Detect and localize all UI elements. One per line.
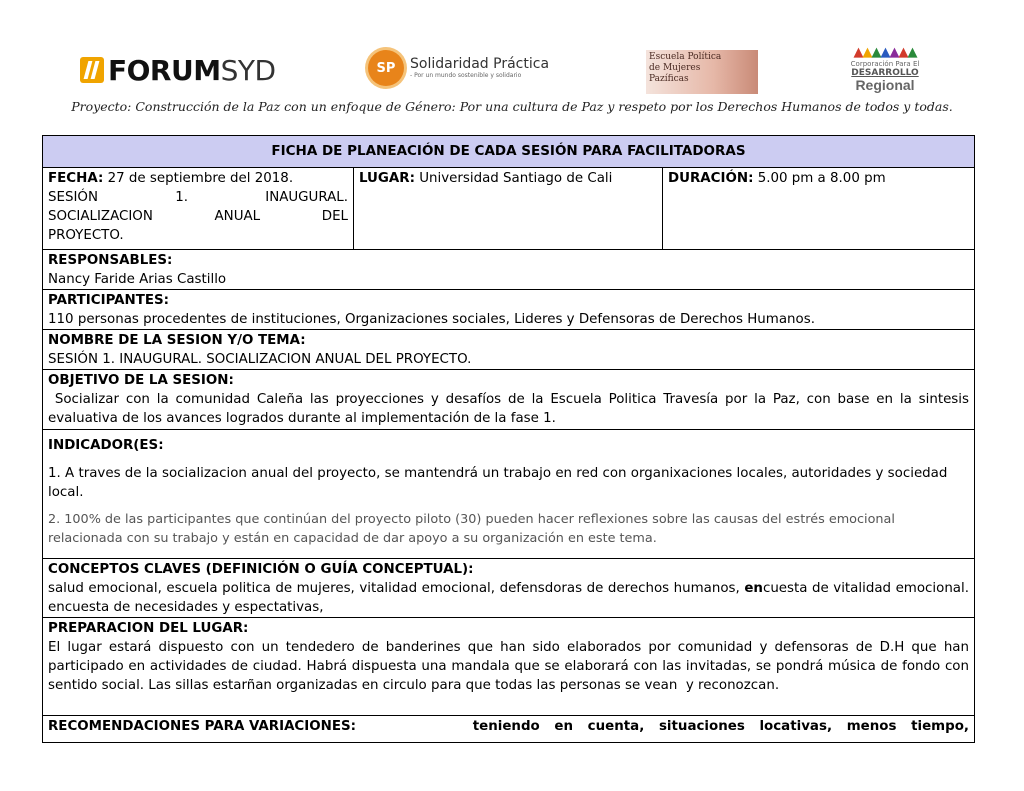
cdr-line-1: Corporación Para El [850, 60, 920, 68]
lugar-label: LUGAR: [359, 171, 415, 186]
lugar-cell [354, 168, 663, 249]
socializacion-word-3: DEL [321, 209, 348, 224]
cdr-line-2: DESARROLLO [851, 68, 919, 78]
recomendaciones-value: teniendo en cuenta, situaciones locativas, menos tiempo, [472, 719, 969, 734]
escuela-line-1: Escuela Política [649, 52, 722, 62]
nombre-sesion-row [43, 330, 974, 370]
objetivo-value: Socializar con la comunidad Caleña las proyecciones y desafíos de la Escuela Politica Travesía por la Paz, con base en la sintesis evaluativa de los avances logrados durante al implementación de la fase 1. [48, 392, 974, 426]
people-figures-icon: ▲▲▲▲▲▲▲ [853, 45, 917, 60]
conceptos-text-a: salud emocional, escuela politica de mujeres, vitalidad emocional, defensdoras de derechos humanos, [48, 581, 745, 596]
duracion-value: 5.00 pm a 8.00 pm [757, 171, 886, 186]
duracion-cell [663, 168, 974, 249]
indicador-1: 1. A traves de la socializacion anual del proyecto, se mantendrá un trabajo en red con organixaciones locales, autoridades y sociedad local. [48, 466, 948, 500]
preparacion-label: PREPARACION DEL LUGAR: [48, 621, 249, 636]
conceptos-value [48, 579, 969, 617]
socializacion-word-1: SOCIALIZACION [48, 209, 153, 224]
cdr-line-3: Regional [855, 77, 915, 93]
conceptos-row [43, 559, 974, 618]
forumsyd-text-light: SYD [220, 53, 276, 87]
recomendaciones-label: RECOMENDACIONES PARA VARIACIONES: [48, 719, 356, 734]
planning-sheet-table [42, 135, 975, 743]
socializacion-word-2: ANUAL [214, 209, 261, 224]
escuela-politica-logo [646, 50, 758, 94]
responsables-value: Nancy Faride Arias Castillo [48, 272, 227, 287]
sp-name: Solidaridad Práctica [410, 56, 550, 72]
nombre-sesion-label: NOMBRE DE LA SESION Y/O TEMA: [48, 333, 306, 348]
duracion-label: DURACIÓN: [668, 171, 754, 186]
participantes-value: 110 personas procedentes de instituciones, Organizaciones sociales, Lideres y Defensoras de Derechos Humanos. [48, 312, 815, 327]
solidaridad-practica-logo [368, 50, 549, 86]
lugar-value: Universidad Santiago de Cali [419, 171, 613, 186]
project-subtitle: Proyecto: Construcción de la Paz con un enfoque de Género: Por una cultura de Paz y respeto por los Derechos Humanos de todos y todas. [71, 99, 953, 114]
forumsyd-logo [80, 52, 276, 88]
objetivo-label: OBJETIVO DE LA SESION: [48, 373, 234, 388]
corporacion-desarrollo-regional-logo [830, 46, 940, 96]
indicadores-row [43, 430, 974, 559]
forumsyd-text-bold: FORUM [108, 53, 221, 87]
preparacion-row [43, 618, 974, 716]
conceptos-label: CONCEPTOS CLAVES (DEFINICIÓN O GUÍA CONCEPTUAL): [48, 562, 474, 577]
sesion-word-1: SESIÓN [48, 190, 98, 205]
proyecto-word: PROYECTO. [48, 228, 124, 243]
forumsyd-mark-icon [80, 57, 104, 83]
escuela-line-3: Pazíficas [649, 74, 689, 84]
recomendaciones-row [43, 716, 974, 742]
fecha-value: 27 de septiembre del 2018. [107, 171, 294, 186]
fecha-cell [43, 168, 354, 249]
participantes-row [43, 290, 974, 330]
sesion-word-3: INAUGURAL. [265, 190, 348, 205]
sp-sun-icon: SP [368, 50, 404, 86]
conceptos-text-bold: en [744, 581, 763, 596]
sheet-title: FICHA DE PLANEACIÓN DE CADA SESIÓN PARA FACILITADORAS [43, 136, 974, 168]
objetivo-row [43, 370, 974, 430]
conceptos-text-b: cuesta de vitalidad emocional. encuesta de necesidades y espectativas, [48, 581, 969, 615]
indicador-2: 2. 100% de las participantes que continúan del proyecto piloto (30) pueden hacer reflexiones sobre las causas del estrés emocional relacionada con su trabajo y están en capacidad de dar apoyo a su organización en este tema. [48, 512, 895, 546]
session-info-row [43, 168, 974, 250]
fecha-label: FECHA: [48, 171, 104, 186]
indicadores-label: INDICADOR(ES: [48, 438, 164, 453]
responsables-label: RESPONSABLES: [48, 253, 173, 268]
responsables-row [43, 250, 974, 290]
preparacion-value: El lugar estará dispuesto con un tendedero de banderines que han sido elaborados por comunidad y defensoras de D.H que han participado en actividades de ciudad. Habrá dispuesta una mandala que se elaborará con las invitadas, se pondrá música de fondo con sentido social. Las sillas estarñan organizadas en circulo para que todas las personas se vean y reconozcan. [48, 640, 974, 693]
sesion-word-2: 1. [175, 190, 188, 205]
participantes-label: PARTICIPANTES: [48, 293, 170, 308]
escuela-line-2: de Mujeres [649, 63, 701, 73]
sp-tagline: - Por un mundo sostenible y solidario [410, 72, 522, 79]
nombre-sesion-value: SESIÓN 1. INAUGURAL. SOCIALIZACION ANUAL DEL PROYECTO. [48, 352, 472, 367]
